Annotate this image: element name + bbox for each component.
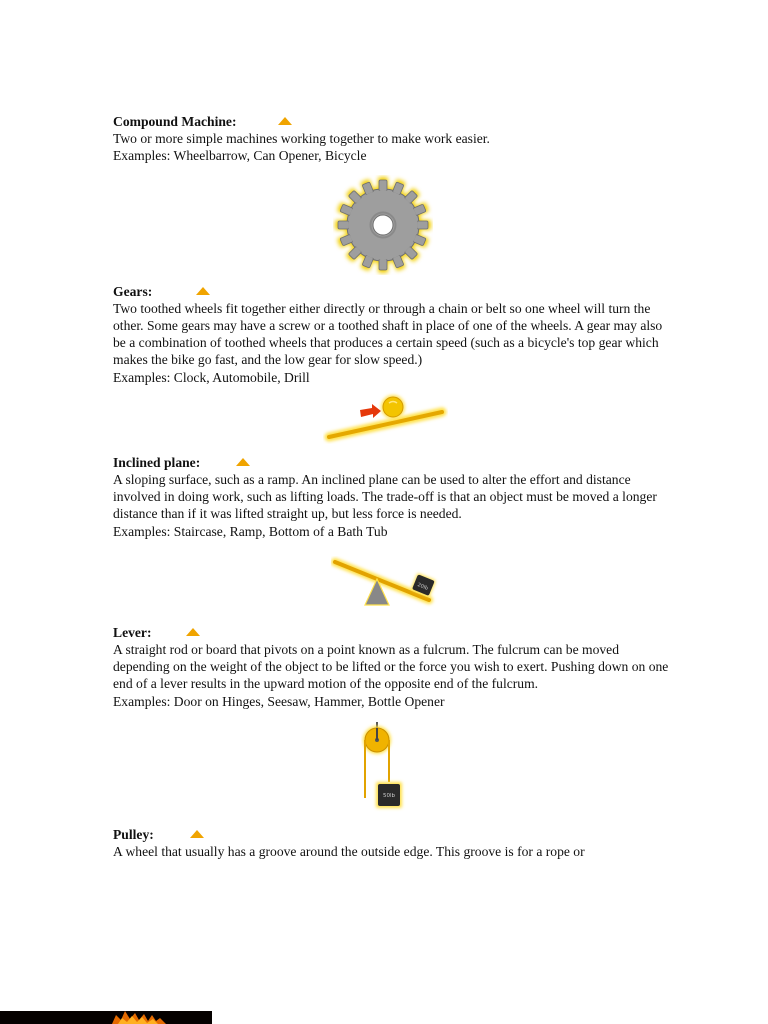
section-title-text: Compound Machine: [113, 114, 237, 129]
section-title [113, 624, 673, 641]
back-to-top-icon[interactable] [190, 830, 204, 838]
section-title [113, 113, 673, 130]
section-description: A wheel that usually has a groove around the outside edge. This groove is for a rope or [113, 844, 585, 860]
section-title-text: Pulley: [113, 826, 154, 842]
section-title-text: Lever: [113, 624, 152, 640]
section-gears [113, 283, 673, 386]
section-description: A straight rod or board that pivots on a point known as a fulcrum. The fulcrum can be moved depending on the weight of the object to be lifted or the force you wish to exert. Pushing down on one end of a lever results in the upward motion of the opposite end of the fulcrum. [113, 642, 669, 692]
section-title [113, 283, 673, 300]
section-description: A sloping surface, such as a ramp. An inclined plane can be used to alter the effort and distance involved in doing work, such as lifting loads. The trade-off is that an object must be moved a longer distance than if it was lifted straight up, but less force is needed. [113, 472, 657, 522]
section-examples: Examples: Staircase, Ramp, Bottom of a Bath Tub [113, 523, 388, 539]
section-title [113, 454, 673, 471]
section-lever [113, 624, 673, 710]
section-description: Two toothed wheels fit together either directly or through a chain or belt so one wheel will turn the other. Some gears may have a screw or a toothed shaft in place of one of the wheels. A gear may also be a combination of toothed wheels that produces a certain speed (such as a bicycle's top gear which makes the bike go fast, and the low gear for slow speed.) [113, 300, 663, 368]
section-title [113, 826, 673, 843]
lever-illustration [113, 540, 673, 624]
gear-icon [333, 175, 433, 275]
section-examples: Examples: Clock, Automobile, Drill [113, 369, 310, 385]
section-title-text: Inclined plane: [113, 454, 201, 470]
section-inclined-plane [113, 454, 673, 540]
section-examples: Examples: Door on Hinges, Seesaw, Hammer, Bottle Opener [113, 693, 445, 709]
back-to-top-icon[interactable] [278, 117, 292, 125]
pulley-illustration [113, 710, 673, 826]
section-compound-machine [113, 113, 673, 165]
document-page [113, 113, 673, 860]
back-to-top-icon[interactable] [196, 287, 210, 295]
lever-icon [331, 556, 443, 612]
lever-weight-label: 20lb [416, 581, 429, 592]
section-examples: Examples: Wheelbarrow, Can Opener, Bicycle [113, 148, 367, 164]
inclined-plane-icon [323, 390, 448, 444]
back-to-top-icon[interactable] [236, 458, 250, 466]
pulley-icon [361, 720, 409, 824]
gear-illustration [113, 165, 673, 283]
inclined-plane-illustration [113, 386, 673, 454]
section-pulley [113, 826, 673, 860]
back-to-top-icon[interactable] [186, 628, 200, 636]
partial-image [0, 1011, 212, 1024]
flame-icon [0, 1011, 212, 1024]
section-description: Two or more simple machines working together to make work easier. [113, 131, 490, 147]
pulley-weight-label: 50lb [382, 792, 396, 799]
section-title-text: Gears: [113, 283, 153, 299]
